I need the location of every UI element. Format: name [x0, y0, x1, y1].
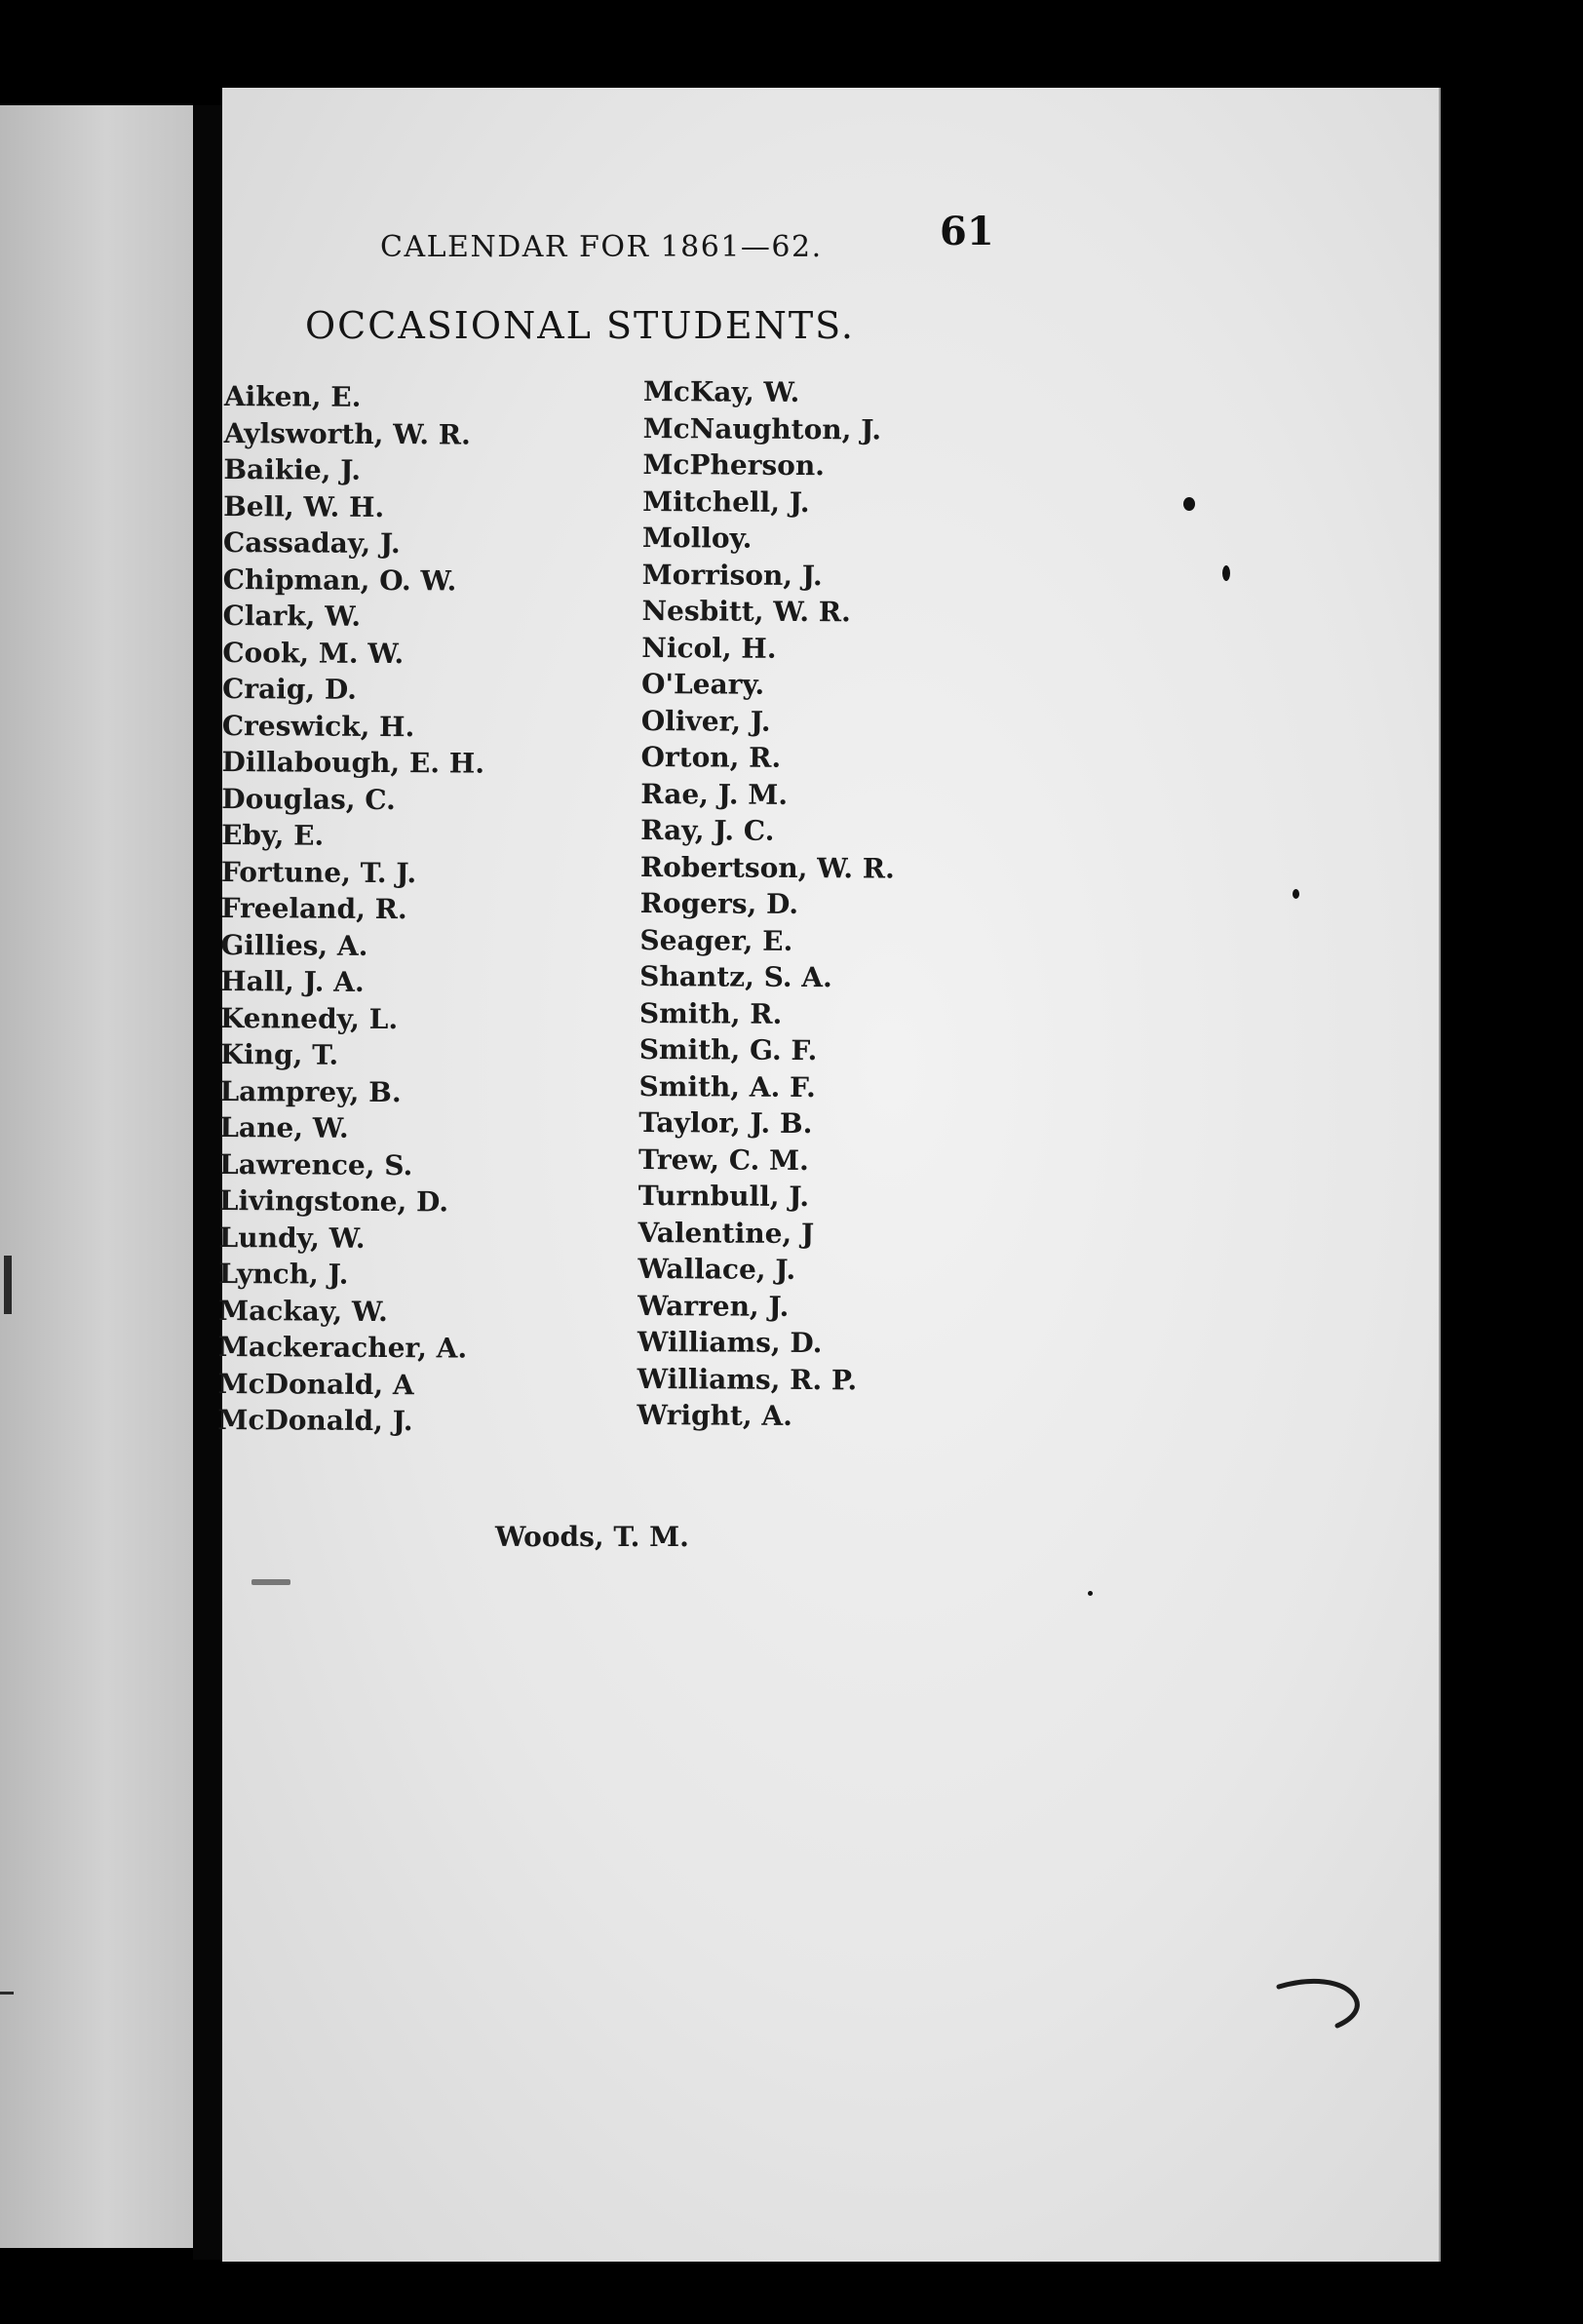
student-name: Nicol, H. [641, 631, 777, 665]
student-name: Ray, J. C. [640, 813, 775, 847]
student-name: Valentine, J [637, 1216, 815, 1250]
student-name: Clark, W. [222, 599, 362, 633]
student-name: Rae, J. M. [640, 777, 789, 811]
student-name: Baikie, J. [223, 452, 362, 486]
student-name: Mackay, W. [218, 1294, 388, 1328]
section-title: OCCASIONAL STUDENTS. [305, 304, 855, 347]
student-name: Douglas, C. [221, 782, 396, 816]
student-name: Nesbitt, W. R. [641, 594, 851, 629]
student-name: Eby, E. [221, 818, 325, 852]
student-name: McDonald, A [217, 1367, 414, 1401]
student-name: Kennedy, L. [219, 1001, 399, 1035]
student-name: Lawrence, S. [218, 1147, 413, 1181]
student-name: Robertson, W. R. [639, 850, 895, 885]
student-name: Trew, C. M. [637, 1143, 809, 1177]
student-name: McDonald, J. [217, 1403, 413, 1438]
ink-mark [0, 1992, 14, 1995]
ink-speck [1183, 497, 1195, 511]
student-name: Williams, D. [637, 1325, 823, 1360]
student-name: Warren, J. [637, 1289, 790, 1323]
ink-smudge [251, 1579, 290, 1585]
student-name: Dillabough, E. H. [221, 745, 485, 780]
running-head: CALENDAR FOR 1861—62. [380, 230, 823, 264]
ink-speck [1088, 1591, 1093, 1596]
student-name: Cassaday, J. [222, 525, 401, 561]
student-list-left [217, 378, 486, 1440]
student-name: Chipman, O. W. [222, 562, 457, 597]
student-name: Smith, A. F. [638, 1069, 816, 1104]
student-name: Orton, R. [640, 740, 782, 774]
student-name: Bell, W. H. [223, 489, 385, 523]
student-name: McPherson. [642, 447, 826, 483]
student-name: Lamprey, B. [219, 1074, 402, 1108]
student-name: Molloy. [641, 521, 753, 555]
student-name: Turnbull, J. [637, 1179, 810, 1214]
student-name: King, T. [219, 1037, 339, 1071]
student-name: O'Leary. [640, 667, 765, 701]
student-name: Morrison, J. [641, 558, 823, 592]
student-name: Mitchell, J. [642, 484, 810, 519]
student-name: Freeland, R. [220, 891, 407, 926]
student-name: Smith, G. F. [638, 1032, 818, 1067]
student-name: Aiken, E. [223, 379, 362, 413]
student-name: McNaughton, J. [642, 411, 882, 445]
pen-stroke-mark [1273, 1971, 1380, 2039]
student-name: Hall, J. A. [220, 964, 365, 998]
student-name: Rogers, D. [639, 886, 799, 920]
student-name: Smith, R. [638, 996, 783, 1030]
student-name: Oliver, J. [640, 704, 771, 738]
student-name: Gillies, A. [220, 928, 368, 962]
student-name: Seager, E. [639, 923, 793, 957]
student-name: Craig, D. [221, 672, 358, 706]
student-name: Fortune, T. J. [220, 855, 417, 889]
student-name: Livingstone, D. [218, 1183, 449, 1219]
student-name: Cook, M. W. [222, 636, 405, 670]
student-name-final: Woods, T. M. [495, 1521, 689, 1553]
student-name: Lane, W. [219, 1110, 349, 1144]
student-name: Mackeracher, A. [217, 1330, 468, 1365]
student-name: Williams, R. P. [637, 1362, 858, 1396]
facing-page-edge [0, 105, 193, 2248]
ink-mark [4, 1256, 12, 1314]
student-name: Creswick, H. [221, 709, 415, 743]
page-number: 61 [940, 209, 994, 254]
ink-speck [1222, 565, 1230, 581]
student-name: Aylsworth, W. R. [223, 416, 471, 451]
student-name: Taylor, J. B. [638, 1105, 813, 1141]
student-name: Wright, A. [637, 1398, 792, 1432]
student-name: Wallace, J. [637, 1252, 796, 1286]
student-name: Lynch, J. [218, 1257, 349, 1291]
book-gutter [193, 105, 222, 2260]
student-name: McKay, W. [642, 374, 800, 408]
student-list-right [637, 373, 898, 1435]
ink-speck [1293, 889, 1299, 899]
student-name: Shantz, S. A. [639, 959, 832, 994]
student-name: Lundy, W. [218, 1220, 366, 1255]
